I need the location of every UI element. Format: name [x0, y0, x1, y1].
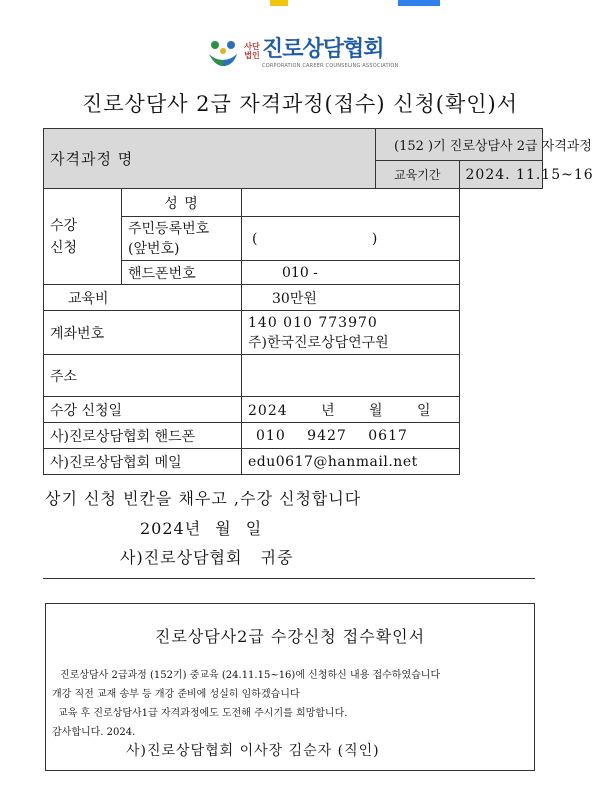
- yellow-tab-icon: [270, 0, 288, 6]
- assoc-phone-label: 사)진로상담협회 핸드폰: [44, 423, 242, 449]
- phone-label: 핸드폰번호: [122, 261, 242, 285]
- logo-badge: 사단법인: [244, 42, 260, 60]
- logo-name: 진로상담협회: [262, 37, 384, 62]
- address-field[interactable]: [242, 355, 460, 397]
- fee-value: 30만원: [242, 285, 460, 311]
- receipt-line: 진로상담사 2급과정 (152기) 중교육 (24.11.15~16)에 신청하신 내용 접수하였습니다: [60, 670, 441, 681]
- receipt-title: 진로상담사2급 수강신청 접수확인서: [154, 627, 426, 646]
- statement-date: 2024년 월 일: [140, 519, 263, 538]
- application-statement: 상기 신청 빈칸을 채우고 ,수강 신청합니다: [45, 489, 362, 508]
- receipt-line: 개강 직전 교재 송부 등 개강 준비에 성실히 임하겠습니다: [52, 689, 300, 700]
- top-status-strip: [0, 0, 600, 8]
- receipt-line: 감사합니다. 2024.: [52, 727, 136, 738]
- account-label: 계좌번호: [44, 311, 242, 355]
- section-divider: [43, 578, 535, 579]
- statement-addressee: 사)진로상담협회 귀중: [120, 548, 294, 567]
- receipt-box: [45, 603, 535, 771]
- period-value: 2024. 11.15~16: [459, 161, 542, 189]
- assoc-phone-value: 010 9427 0617: [242, 423, 460, 449]
- account-holder: 주)한국진로상담연구원: [248, 334, 389, 351]
- document-title: 진로상담사 2급 자격과정(접수) 신청(확인)서: [81, 92, 519, 116]
- association-logo: [206, 34, 406, 74]
- rrn-label: 주민등록번호 (앞번호): [122, 217, 242, 261]
- course-label: 자격과정 명: [44, 129, 376, 189]
- assoc-email-label: 사)진로상담협회 메일: [44, 449, 242, 475]
- application-form: [43, 128, 594, 475]
- receipt-body: [52, 666, 532, 742]
- applicant-label: 수강 신청: [44, 189, 122, 285]
- date-field[interactable]: 2024 년 월 일: [242, 397, 460, 423]
- rrn-field[interactable]: ( ): [242, 217, 460, 261]
- name-label: 성 명: [122, 189, 242, 217]
- period-label: 교육기간: [376, 161, 459, 189]
- date-label: 수강 신청일: [44, 397, 242, 423]
- course-value: (152 )기 진로상담사 2급 자격과정: [376, 129, 543, 161]
- receipt-line: 교육 후 진로상담사1급 자격과정에도 도전해 주시기를 희망합니다.: [58, 708, 348, 719]
- fee-label: 교육비: [44, 285, 242, 311]
- assoc-email-value: edu0617@hanmail.net: [242, 449, 460, 475]
- logo-english-name: CORPORATION CAREER COUNSELING ASSOCIATION: [262, 63, 399, 69]
- address-label: 주소: [44, 355, 242, 397]
- receipt-signature: 사)진로상담협회 이사장 김순자 (직인): [126, 743, 380, 759]
- name-field[interactable]: [242, 189, 460, 217]
- blue-tab-icon: [398, 0, 440, 6]
- account-number: 140 010 773970: [248, 314, 378, 331]
- phone-field[interactable]: 010 -: [242, 261, 460, 285]
- logo-figures-icon: [206, 36, 240, 70]
